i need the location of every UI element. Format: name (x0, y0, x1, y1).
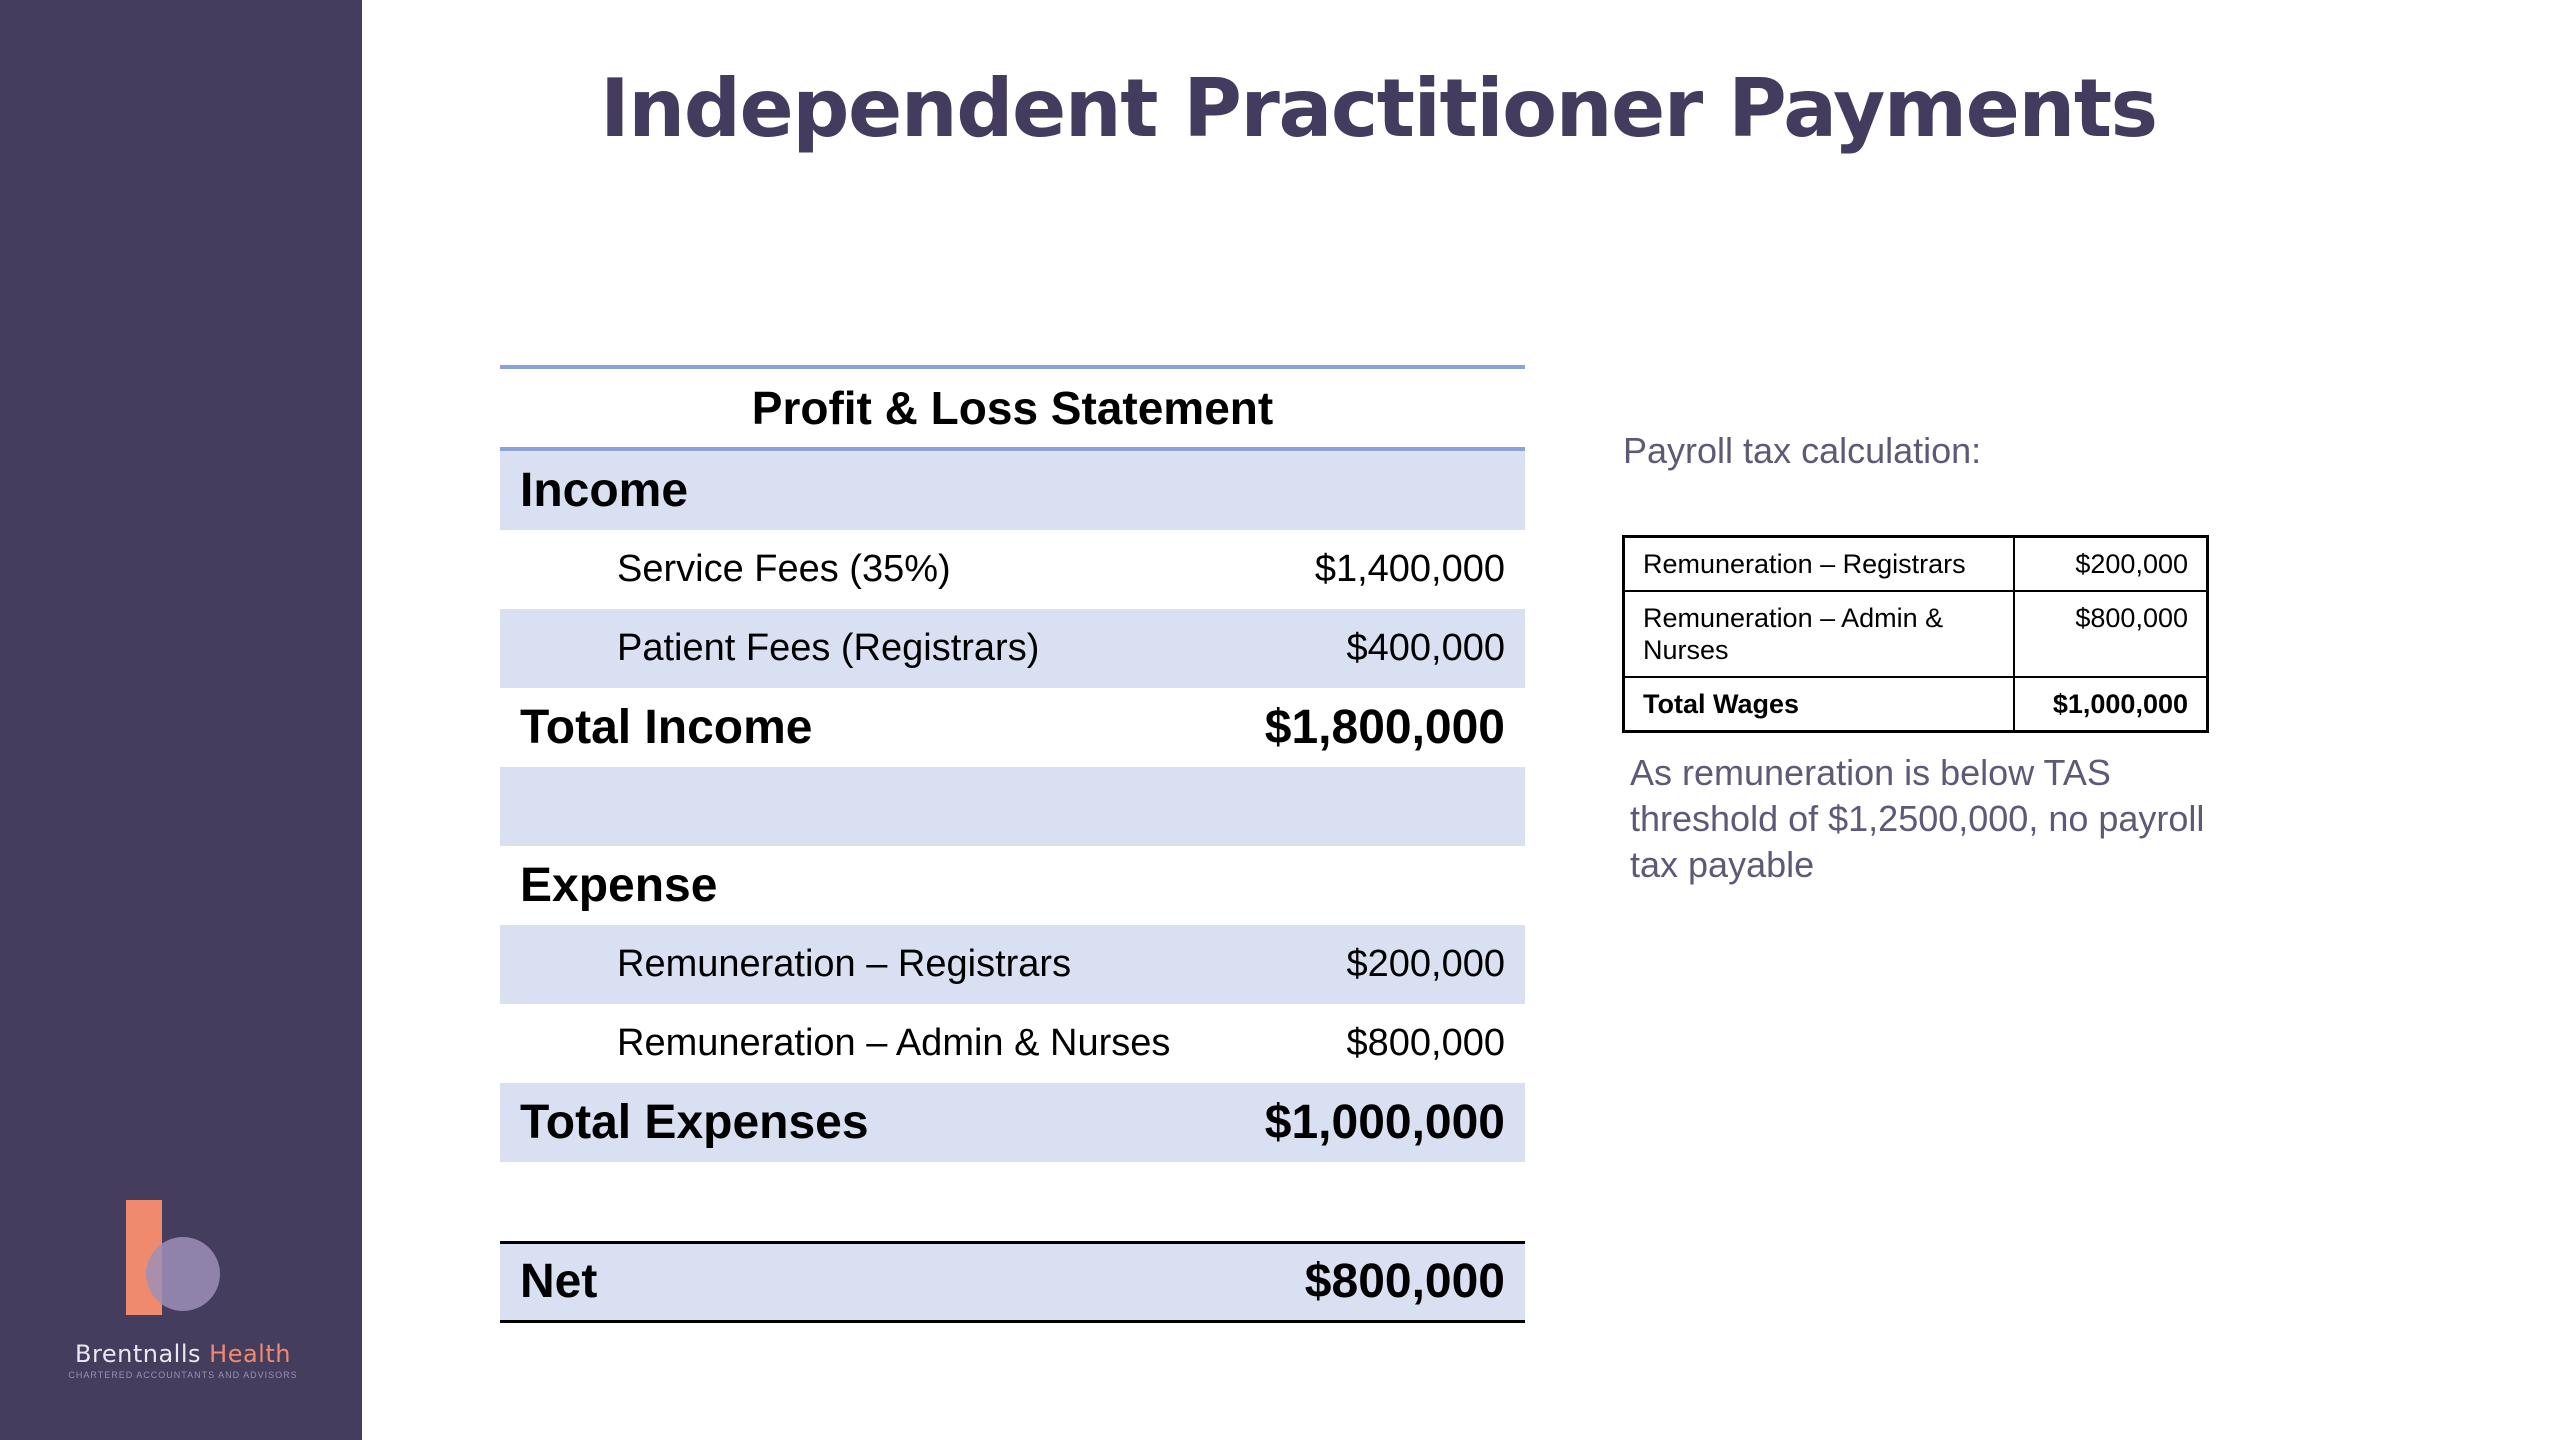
payroll-row-value: $200,000 (2014, 537, 2208, 592)
total-expenses-label: Total Expenses (520, 1096, 869, 1149)
income-section-row (500, 451, 1525, 530)
total-expenses-row (500, 1083, 1525, 1162)
profit-loss-table (500, 365, 1525, 1323)
row-label: Remuneration – Admin & Nurses (617, 1022, 1171, 1064)
slide-title: Independent Practitioner Payments (600, 62, 2157, 155)
brand-tagline: CHARTERED ACCOUNTANTS AND ADVISORS (68, 1370, 298, 1380)
spacer-row (500, 767, 1525, 846)
pl-heading: Profit & Loss Statement (500, 369, 1525, 451)
row-label: Service Fees (35%) (617, 548, 951, 590)
row-label: Remuneration – Registrars (617, 943, 1072, 985)
payroll-row-label: Remuneration – Admin & Nurses (1624, 591, 2015, 677)
row-label: Patient Fees (Registrars) (617, 627, 1040, 669)
payroll-tax-note: As remuneration is below TAS threshold of $1,2500,000, no payroll tax payable (1630, 752, 2205, 885)
payroll-row (1624, 591, 2208, 677)
brand-name-part1: Brentnalls (75, 1340, 201, 1368)
brand-logo (68, 1200, 298, 1380)
row-value: $800,000 (1346, 1022, 1505, 1064)
expense-label: Expense (520, 859, 718, 912)
payroll-row-label: Remuneration – Registrars (1624, 537, 2015, 592)
total-income-row (500, 688, 1525, 767)
payroll-row (1624, 537, 2208, 592)
payroll-total-value: $1,000,000 (2014, 677, 2208, 732)
net-label: Net (520, 1255, 598, 1308)
income-label: Income (520, 464, 689, 517)
expense-row (500, 925, 1525, 1004)
sidebar (0, 0, 362, 1440)
total-income-label: Total Income (520, 701, 813, 754)
total-income-value: $1,800,000 (1264, 701, 1505, 754)
total-expenses-value: $1,000,000 (1264, 1096, 1505, 1149)
brand-name (68, 1340, 298, 1368)
payroll-row-value: $800,000 (2014, 591, 2208, 677)
net-value: $800,000 (1304, 1255, 1505, 1308)
row-value: $1,400,000 (1314, 548, 1505, 590)
net-row (500, 1241, 1525, 1323)
row-value: $200,000 (1346, 943, 1505, 985)
expense-row (500, 1004, 1525, 1083)
brand-name-part2: Health (209, 1340, 291, 1368)
payroll-total-label: Total Wages (1624, 677, 2015, 732)
row-value: $400,000 (1346, 627, 1505, 669)
payroll-total-row (1624, 677, 2208, 732)
brand-mark-icon (126, 1200, 236, 1320)
payroll-tax-label: Payroll tax calculation: (1623, 430, 1982, 471)
payroll-tax-table (1622, 535, 2209, 733)
expense-section-row (500, 846, 1525, 925)
income-row (500, 609, 1525, 688)
income-row (500, 530, 1525, 609)
